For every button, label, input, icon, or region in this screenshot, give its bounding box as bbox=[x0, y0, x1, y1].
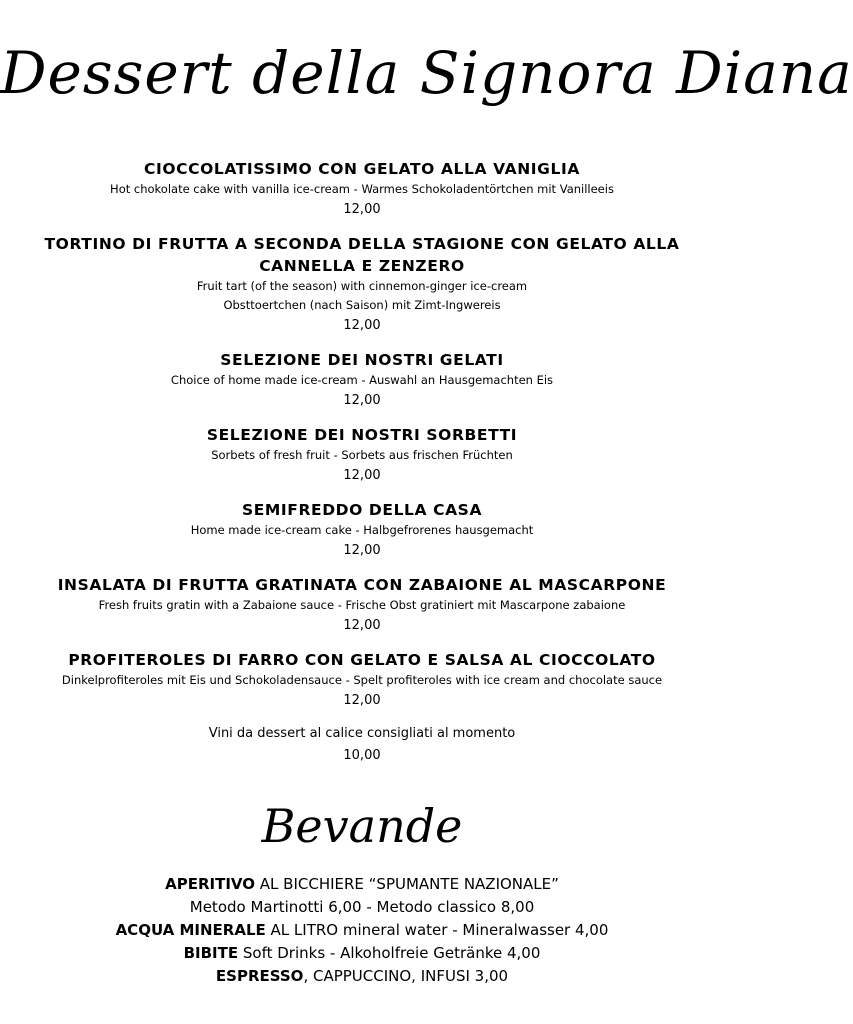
drink-detail: AL LITRO mineral water - Mineralwasser 4,00 bbox=[265, 921, 609, 939]
item-name: PROFITEROLES DI FARRO CON GELATO E SALSA AL CIOCCOLATO bbox=[68, 651, 656, 669]
menu-item bbox=[0, 424, 724, 487]
item-description: Obsttoertchen (nach Saison) mit Zimt-Ingwereis bbox=[223, 298, 501, 312]
drink-name: BIBITE bbox=[183, 944, 239, 962]
drink-line bbox=[0, 873, 724, 896]
drink-detail: Metodo Martinotti 6,00 - Metodo classico 8,00 bbox=[189, 898, 535, 916]
drink-detail: , CAPPUCCINO, INFUSI 3,00 bbox=[303, 967, 509, 985]
dessert-wine-price: 10,00 bbox=[343, 748, 381, 763]
menu-item bbox=[0, 574, 724, 637]
drink-line bbox=[0, 919, 724, 942]
item-price: 12,00 bbox=[343, 693, 381, 708]
item-price: 12,00 bbox=[343, 543, 381, 558]
item-description: Home made ice-cream cake - Halbgefrorenes hausgemacht bbox=[190, 523, 534, 537]
item-name: TORTINO DI FRUTTA A SECONDA DELLA STAGIONE CON GELATO ALLA CANNELLA E ZENZERO bbox=[44, 235, 680, 275]
item-description: Hot chokolate cake with vanilla ice-cream - Warmes Schokoladentörtchen mit Vanilleeis bbox=[110, 182, 614, 196]
item-name: INSALATA DI FRUTTA GRATINATA CON ZABAIONE AL MASCARPONE bbox=[57, 576, 667, 594]
dessert-wine-text: Vini da dessert al calice consigliati al momento bbox=[208, 726, 516, 741]
dessert-list bbox=[0, 158, 724, 724]
item-price: 12,00 bbox=[343, 202, 381, 217]
menu-item bbox=[0, 233, 724, 337]
item-price: 12,00 bbox=[343, 318, 381, 333]
item-name: SEMIFREDDO DELLA CASA bbox=[241, 501, 483, 519]
menu-item bbox=[0, 649, 724, 712]
drink-name: ACQUA MINERALE bbox=[115, 921, 266, 939]
drink-name: APERITIVO bbox=[165, 875, 255, 893]
drink-detail: AL BICCHIERE “SPUMANTE NAZIONALE” bbox=[255, 875, 559, 893]
menu-item bbox=[0, 158, 724, 221]
item-description: Fresh fruits gratin with a Zabaione sauce - Frische Obst gratiniert mit Mascarpone zabaione bbox=[98, 598, 626, 612]
drink-line bbox=[0, 896, 724, 919]
item-name: SELEZIONE DEI NOSTRI SORBETTI bbox=[206, 426, 518, 444]
drinks-list bbox=[0, 873, 724, 988]
dessert-wine bbox=[0, 723, 724, 767]
item-name: CIOCCOLATISSIMO CON GELATO ALLA VANIGLIA bbox=[144, 160, 580, 178]
item-price: 12,00 bbox=[343, 618, 381, 633]
drink-detail: Soft Drinks - Alkoholfreie Getränke 4,00 bbox=[238, 944, 541, 962]
drink-line bbox=[0, 965, 724, 988]
drink-line bbox=[0, 942, 724, 965]
drinks-title: Bevande bbox=[261, 799, 463, 853]
item-price: 12,00 bbox=[343, 468, 381, 483]
item-description: Fruit tart (of the season) with cinnemon-ginger ice-cream bbox=[196, 279, 528, 293]
menu-item bbox=[0, 349, 724, 412]
item-name: SELEZIONE DEI NOSTRI GELATI bbox=[220, 351, 504, 369]
menu-title: Dessert della Signora Diana bbox=[0, 39, 853, 107]
item-price: 12,00 bbox=[343, 393, 381, 408]
item-description: Sorbets of fresh fruit - Sorbets aus frischen Früchten bbox=[211, 448, 513, 462]
item-description: Choice of home made ice-cream - Auswahl an Hausgemachten Eis bbox=[170, 373, 554, 387]
menu-item bbox=[0, 499, 724, 562]
item-description: Dinkelprofiteroles mit Eis und Schokoladensauce - Spelt profiteroles with ice cream and chocolate sauce bbox=[61, 673, 663, 687]
drink-name: ESPRESSO bbox=[215, 967, 304, 985]
